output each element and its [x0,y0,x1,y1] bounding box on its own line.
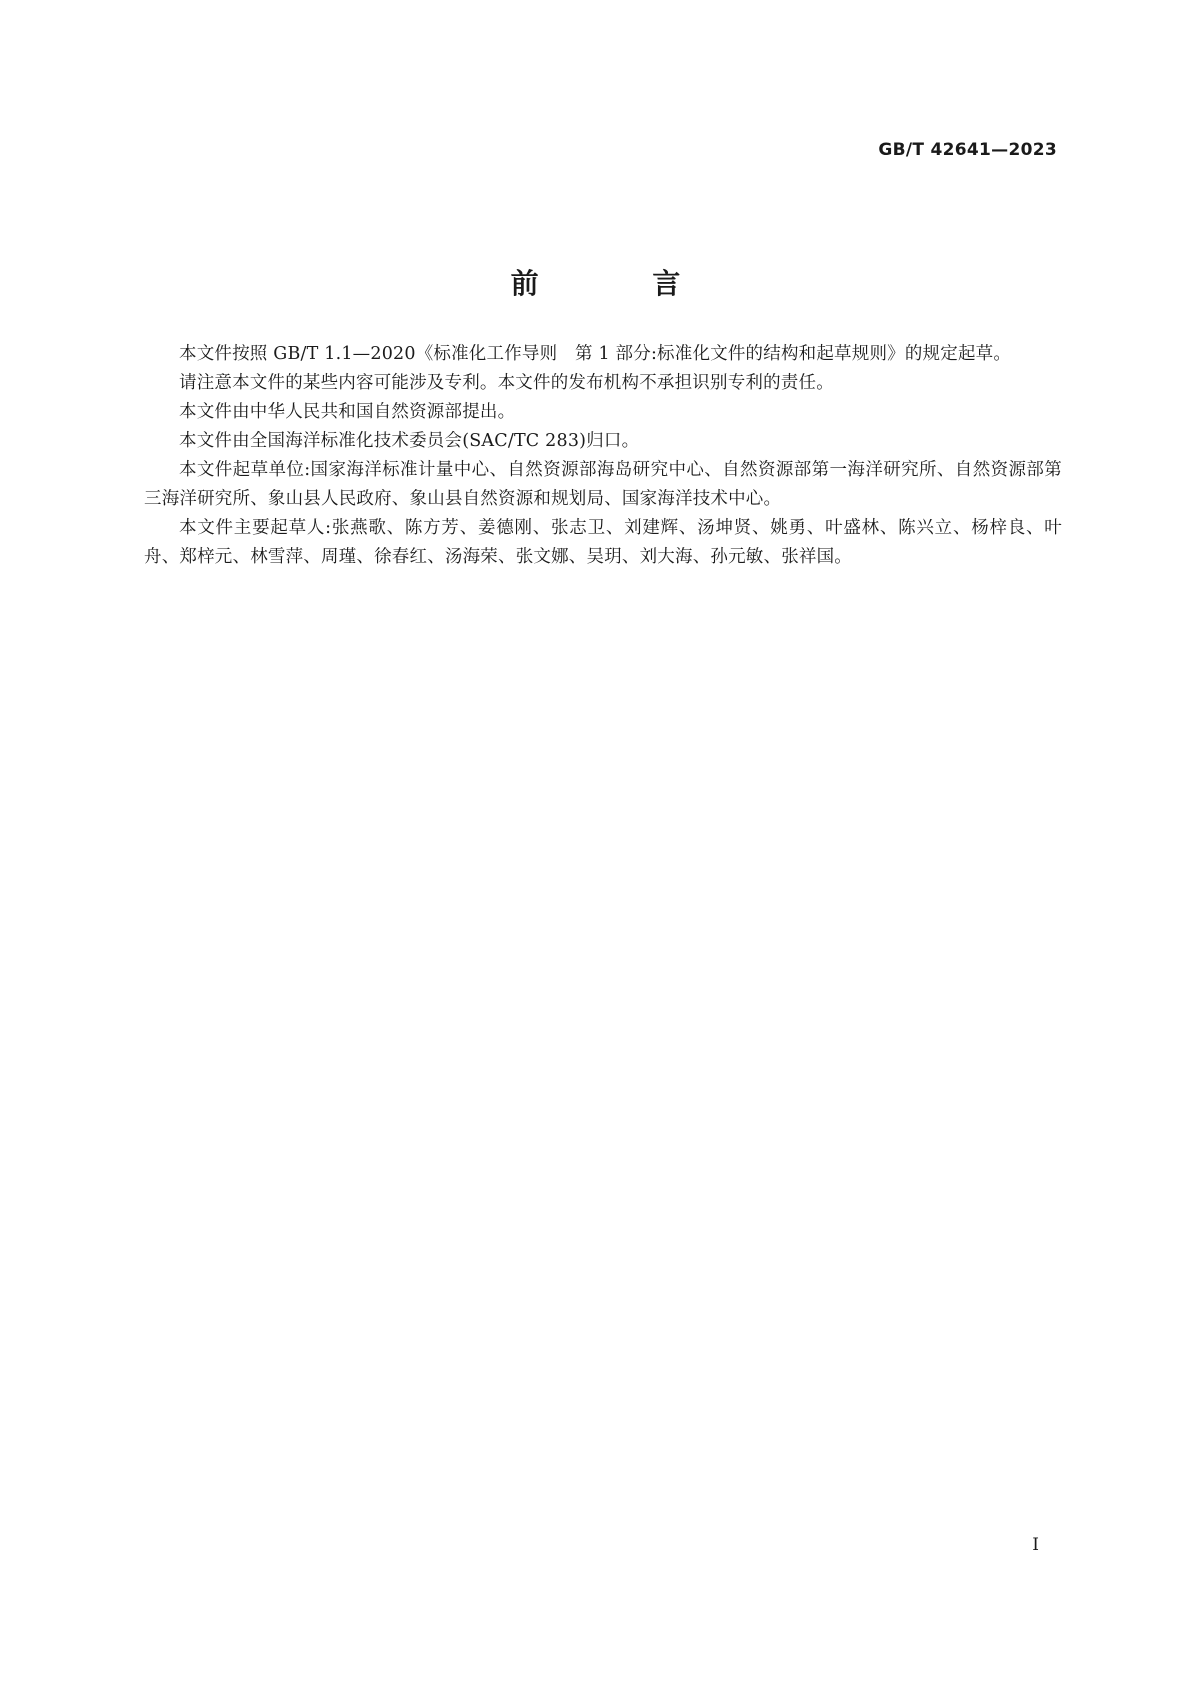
paragraph-proposer: 本文件由中华人民共和国自然资源部提出。 [179,402,516,422]
foreword-body [144,340,1062,572]
paragraph-drafting-units: 本文件起草单位:国家海洋标准计量中心、自然资源部海岛研究中心、自然资源部第一海洋研究所、自然资源部第三海洋研究所、象山县人民政府、象山县自然资源和规划局、国家海洋技术中心。 [144,460,1062,509]
page-number: I [1032,1535,1039,1555]
paragraph-committee: 本文件由全国海洋标准化技术委员会(SAC/TC 283)归口。 [179,431,640,451]
paragraph-drafters: 本文件主要起草人:张燕歌、陈方芳、姜德刚、张志卫、刘建辉、汤坤贤、姚勇、叶盛林、陈兴立、杨梓良、叶舟、郑梓元、林雪萍、周瑾、徐春红、汤海荣、张文娜、吴玥、刘大海、孙元敏、张祥国。 [144,518,1062,567]
page-title: 前 言 [510,266,733,300]
paragraph-patent-notice: 请注意本文件的某些内容可能涉及专利。本文件的发布机构不承担识别专利的责任。 [179,373,834,393]
standard-number: GB/T 42641—2023 [878,140,1057,160]
paragraph-drafting-rules: 本文件按照 GB/T 1.1—2020《标准化工作导则 第 1 部分:标准化文件的结构和起草规则》的规定起草。 [179,344,1012,364]
